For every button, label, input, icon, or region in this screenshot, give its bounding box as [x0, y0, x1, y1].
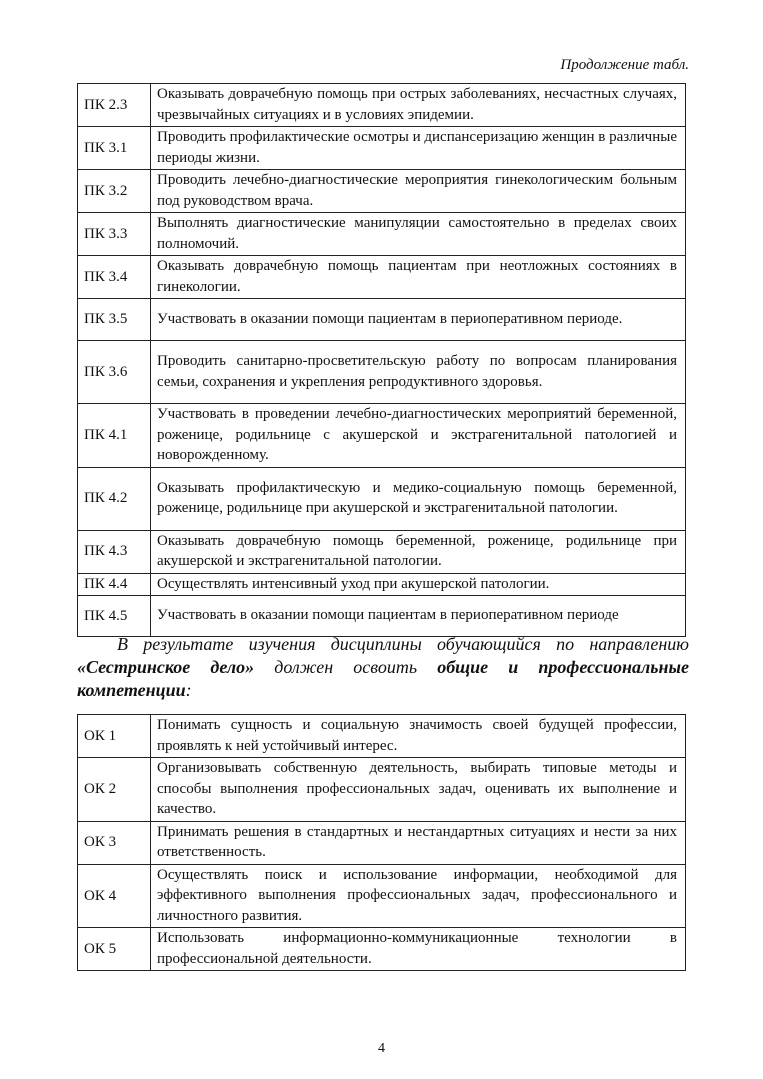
- intro-paragraph: [77, 633, 689, 702]
- competency-description: Понимать сущность и социальную значимость своей будущей профессии, проявлять к ней устойчивый интерес.: [151, 715, 686, 758]
- competency-code: ПК 3.6: [78, 341, 151, 404]
- competency-description: Оказывать профилактическую и медико-социальную помощь беременной, роженице, родильнице при акушерской и экстрагенитальной патологии.: [151, 467, 686, 530]
- competency-description: Участвовать в оказании помощи пациентам в периоперативном периоде: [151, 596, 686, 637]
- competency-code: ПК 3.4: [78, 256, 151, 299]
- table-row: [78, 213, 686, 256]
- table-row: [78, 928, 686, 971]
- competency-code: ПК 3.1: [78, 127, 151, 170]
- table-row: [78, 84, 686, 127]
- competency-code: ПК 4.1: [78, 404, 151, 468]
- competency-code: ПК 3.2: [78, 170, 151, 213]
- table-row: [78, 256, 686, 299]
- competency-description: Проводить лечебно-диагностические мероприятия гинекологическим больным под руководством врача.: [151, 170, 686, 213]
- competency-description: Использовать информационно-коммуникационные технологии в профессиональной деятельности.: [151, 928, 686, 971]
- competency-code: ПК 3.5: [78, 299, 151, 341]
- competency-description: Принимать решения в стандартных и нестандартных ситуациях и нести за них ответственность.: [151, 821, 686, 864]
- table-row: [78, 530, 686, 573]
- table-row: [78, 467, 686, 530]
- competency-code: ПК 4.3: [78, 530, 151, 573]
- table-row: [78, 170, 686, 213]
- table-row: [78, 573, 686, 596]
- competency-code: ОК 2: [78, 758, 151, 822]
- competency-description: Выполнять диагностические манипуляции самостоятельно в пределах своих полномочий.: [151, 213, 686, 256]
- competency-code: ОК 3: [78, 821, 151, 864]
- table-row: [78, 127, 686, 170]
- competency-description: Оказывать доврачебную помощь при острых заболеваниях, несчастных случаях, чрезвычайных ситуациях и в условиях эпидемии.: [151, 84, 686, 127]
- competency-description: Осуществлять интенсивный уход при акушерской патологии.: [151, 573, 686, 596]
- competency-code: ПК 2.3: [78, 84, 151, 127]
- competency-code: ОК 5: [78, 928, 151, 971]
- table-row: [78, 404, 686, 468]
- page-number: 4: [378, 1041, 385, 1056]
- specialty-name: «Сестринское дело»: [77, 657, 255, 677]
- table-row: [78, 715, 686, 758]
- competency-description: Проводить профилактические осмотры и диспансеризацию женщин в различные периоды жизни.: [151, 127, 686, 170]
- competency-description: Осуществлять поиск и использование информации, необходимой для эффективного выполнения профессиональных задач, профессионального и личностного развития.: [151, 864, 686, 928]
- table-row: [78, 299, 686, 341]
- general-competencies-table: [77, 714, 686, 971]
- table-row: [78, 596, 686, 637]
- competency-description: Участвовать в проведении лечебно-диагностических мероприятий беременной, роженице, родильнице с акушерской и экстрагенитальной патологией и новорожденному.: [151, 404, 686, 468]
- intro-colon: :: [185, 680, 192, 700]
- competency-code: ПК 4.2: [78, 467, 151, 530]
- table-continuation-label: Продолжение табл.: [560, 57, 689, 73]
- competency-description: Участвовать в оказании помощи пациентам в периоперативном периоде.: [151, 299, 686, 341]
- table-row: [78, 864, 686, 928]
- competencies-phrase: общие и профессиональные компетенции: [77, 657, 689, 700]
- competency-code: ПК 4.5: [78, 596, 151, 637]
- professional-competencies-table: [77, 83, 686, 637]
- table-row: [78, 821, 686, 864]
- competency-description: Оказывать доврачебную помощь беременной, роженице, родильнице при акушерской и экстрагенитальной патологии.: [151, 530, 686, 573]
- competency-description: Проводить санитарно-просветительскую работу по вопросам планирования семьи, сохранения и укрепления репродуктивного здоровья.: [151, 341, 686, 404]
- table-row: [78, 341, 686, 404]
- competency-code: ПК 3.3: [78, 213, 151, 256]
- competency-code: ОК 4: [78, 864, 151, 928]
- intro-text-continued: должен освоить: [254, 657, 438, 677]
- competency-code: ОК 1: [78, 715, 151, 758]
- competency-code: ПК 4.4: [78, 573, 151, 596]
- intro-text: В результате изучения дисциплины обучающийся по направлению: [117, 634, 689, 654]
- competency-description: Организовывать собственную деятельность, выбирать типовые методы и способы выполнения профессиональных задач, оценивать их выполнение и качество.: [151, 758, 686, 822]
- table-row: [78, 758, 686, 822]
- competency-description: Оказывать доврачебную помощь пациентам при неотложных состояниях в гинекологии.: [151, 256, 686, 299]
